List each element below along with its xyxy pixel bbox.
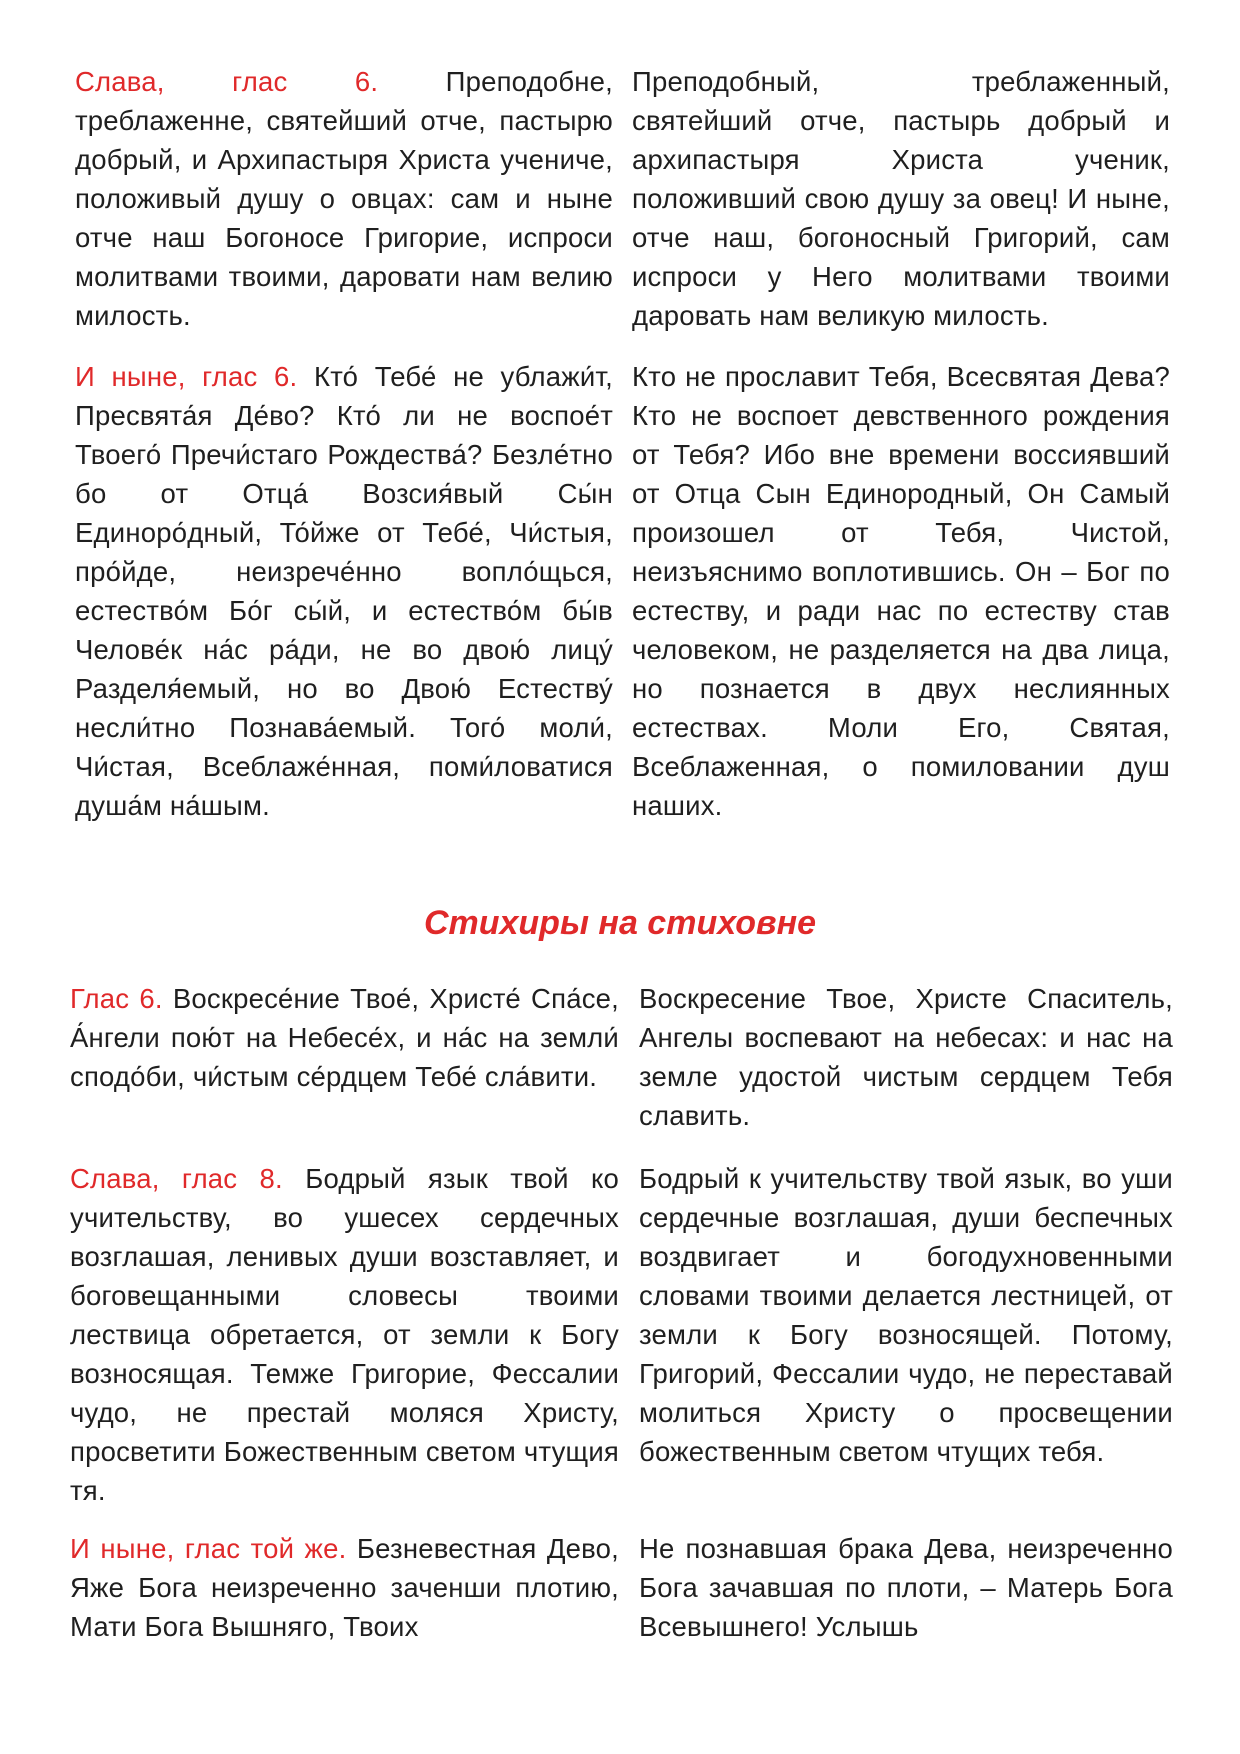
section-heading: Стихиры на стиховне xyxy=(423,904,817,942)
russian-column: Преподобный, треблаженный, святейший отче, пастырь добрый и архипастыря Христа ученик, положивший свою душу за овец! И ныне, отче наш, богоносный Григорий, сам испроси у Него молитвами твоими даровать нам великую милость. xyxy=(632,66,1170,331)
slavonic-text: Преподобне, треблаженне, святейший отче, пастырю добрый, и Архипастыря Христа учениче, положивый душу о овцах: сам и ныне отче наш Богоносе Григорие, испроси молитвами твоими, даровати нам велию милость. xyxy=(75,66,613,331)
slavonic-column xyxy=(75,62,613,335)
russian-column: Не познавшая брака Дева, неизреченно Бога зачавшая по плоти, – Матерь Бога Всевышнего! Услышь xyxy=(639,1533,1173,1642)
slavonic-text: Кто́ Тебе́ не ублажи́т, Пресвята́я Де́во? Кто́ ли не воспое́т Твоего́ Пречи́стаго Рождества́? Безле́тно бо от Отца́ Возсия́вый Сы́н Единоро́дный, То́йже от Тебе́, Чи́стыя, про́йде, неизрече́нно вопло́щься, естество́м Бо́г сы́й, и естество́м бы́в Челове́к на́с ра́ди, не во двою́ лицу́ Разделя́емый, но во Двою́ Естеству́ несли́тно Познава́емый. Того́ моли́, Чи́стая, Всеблаже́нная, поми́ловатися душа́м на́шым. xyxy=(75,361,613,821)
russian-column: Кто не прославит Тебя, Всесвятая Дева? Кто не воспоет девственного рождения от Тебя? Ибо вне времени воссиявший от Отца Сын Единородный, Он Самый произошел от Тебя, Чистой, неизъяснимо воплотившись. Он – Бог по естеству, и ради нас по естеству став человеком, не разделяется на два лица, но познается в двух неслиянных естествах. Моли Его, Святая, Всеблаженная, о помиловании душ наших. xyxy=(632,361,1170,821)
rubric-label: Глас 6. xyxy=(70,983,173,1014)
slavonic-text: Воскресе́ние Твое́, Христе́ Спа́се, А́нгели пою́т на Небесе́х, и на́с на земли́ сподо́би, чи́стым се́рдцем Тебе́ сла́вити. xyxy=(70,983,619,1092)
slavonic-column xyxy=(70,1159,619,1510)
rubric-label: И ныне, глас 6. xyxy=(75,361,314,392)
slavonic-text: Бодрый язык твой ко учительству, во ушесех сердечных возглашая, ленивых души возставляет, и боговещанными словесы твоими лествица обретается, от земли к Богу возносящая. Темже Григорие, Фессалии чудо, не престай моляся Христу, просветити Божественным светом чтущия тя. xyxy=(70,1163,619,1506)
slavonic-column xyxy=(75,357,613,825)
slavonic-column xyxy=(70,979,619,1096)
russian-column: Бодрый к учительству твой язык, во уши сердечные возглашая, души беспечных воздвигает и богодухновенными словами твоими делается лестницей, от земли к Богу возносящей. Потому, Григорий, Фессалии чудо, не переставай молиться Христу о просвещении божественным светом чтущих тебя. xyxy=(639,1163,1173,1467)
russian-column: Воскресение Твое, Христе Спаситель, Ангелы воспевают на небесах: и нас на земле удостой чистым сердцем Тебя славить. xyxy=(639,983,1173,1131)
slavonic-column xyxy=(70,1529,619,1646)
rubric-label: Слава, глас 6. xyxy=(75,66,446,97)
rubric-label: И ныне, глас той же. xyxy=(70,1533,357,1564)
rubric-label: Слава, глас 8. xyxy=(70,1163,306,1194)
slavonic-text: Безневестная Дево, Яже Бога неизреченно заченши плотию, Мати Бога Вышняго, Твоих xyxy=(70,1533,619,1642)
